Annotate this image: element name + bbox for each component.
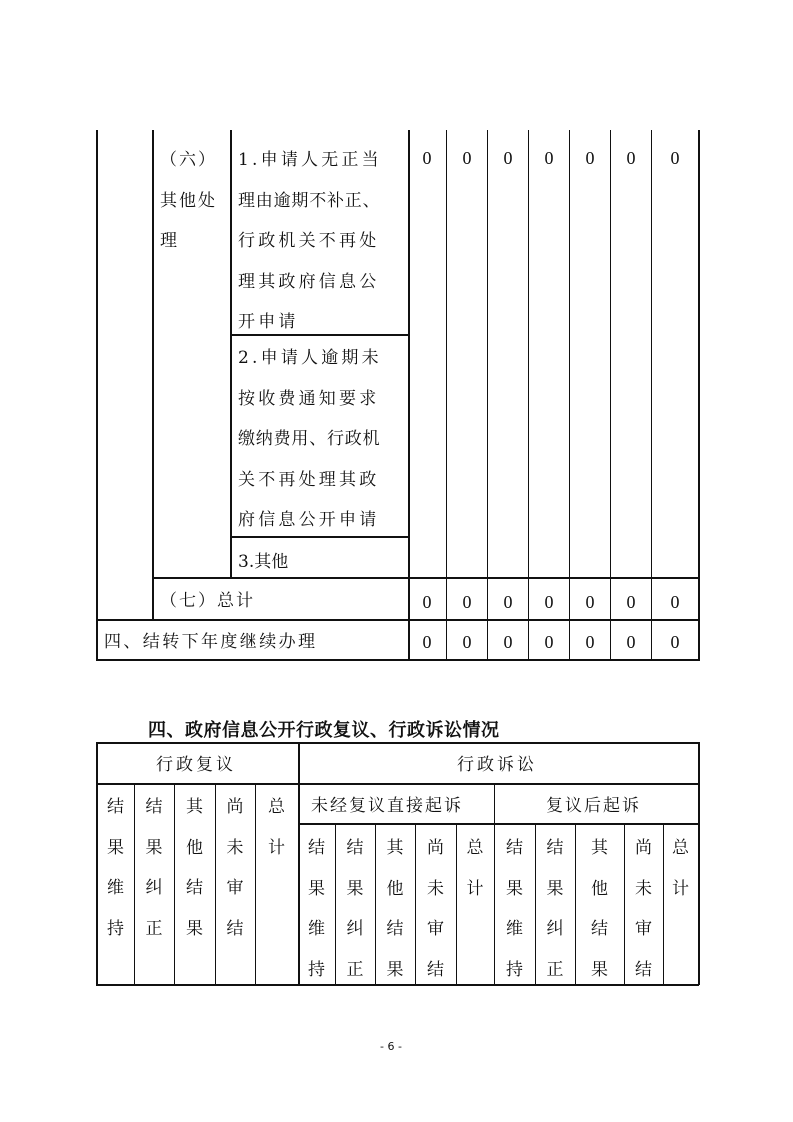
- carryover-value: 0: [670, 632, 680, 652]
- table-border: [698, 130, 700, 661]
- carryover-value: 0: [626, 632, 636, 652]
- value-cell: 0: [585, 148, 595, 168]
- litigation-header: 行政诉讼: [457, 755, 537, 775]
- value-cell: 0: [462, 148, 472, 168]
- item-line: 开申请: [238, 312, 299, 332]
- table-border: [96, 659, 699, 661]
- table-border: [230, 130, 232, 578]
- value-cell: 0: [626, 148, 636, 168]
- carryover-value: 0: [544, 632, 554, 652]
- review-col-pending: 尚未审结: [226, 797, 244, 939]
- value-cell: 0: [670, 148, 680, 168]
- table-border: [408, 130, 410, 661]
- direct-col-upheld: 结果维持: [308, 838, 325, 980]
- table-border: [96, 130, 98, 661]
- review-col-upheld: 结果维持: [107, 797, 124, 939]
- review-col-total: 总计: [268, 797, 285, 858]
- after-col-other: 其他结果: [591, 838, 608, 980]
- review-header: 行政复议: [156, 755, 236, 775]
- item-line: 理其政府信息公: [238, 271, 380, 292]
- table-border: [698, 742, 700, 985]
- total-value: 0: [585, 592, 595, 612]
- carryover-value: 0: [462, 632, 472, 652]
- item-line: 理由逾期不补正、: [238, 190, 381, 211]
- total-value: 0: [503, 592, 513, 612]
- total-value: 0: [422, 592, 432, 612]
- table-border: [96, 742, 699, 744]
- table-border: [152, 130, 154, 620]
- page-number: - 6 -: [380, 1040, 402, 1053]
- table-border: [528, 130, 529, 661]
- group-label-line: （六）: [160, 150, 217, 170]
- value-cell: 0: [544, 148, 554, 168]
- after-review-header: 复议后起诉: [546, 796, 641, 816]
- direct-suit-header: 未经复议直接起诉: [311, 796, 463, 816]
- item-2-label: [238, 338, 382, 541]
- direct-col-other: 其他结果: [386, 838, 404, 980]
- total-value: 0: [626, 592, 636, 612]
- total-value: 0: [544, 592, 554, 612]
- carryover-row-label: 四、结转下年度继续办理: [104, 632, 318, 652]
- after-col-total: 总计: [672, 838, 689, 899]
- value-cell: 0: [503, 148, 513, 168]
- item-line: 关不再处理其政: [238, 469, 380, 490]
- after-col-corrected: 结果纠正: [546, 838, 564, 980]
- table-border: [610, 130, 611, 661]
- total-value: 0: [462, 592, 472, 612]
- item-line: 缴纳费用、行政机: [238, 429, 381, 449]
- table-border: [152, 577, 699, 579]
- total-value: 0: [670, 592, 680, 612]
- value-cell: 0: [422, 148, 432, 168]
- table-border: [96, 783, 699, 785]
- total-row-label: （七）总计: [160, 591, 255, 611]
- item-line: 1.申请人无正当: [238, 150, 382, 170]
- section-heading: 四、政府信息公开行政复议、行政诉讼情况: [148, 720, 500, 741]
- item-1-label: [238, 140, 382, 343]
- table-border: [487, 130, 488, 661]
- direct-col-corrected: 结果纠正: [346, 838, 364, 980]
- direct-col-pending: 尚未审结: [427, 838, 444, 980]
- carryover-value: 0: [585, 632, 595, 652]
- after-col-upheld: 结果维持: [506, 838, 523, 980]
- table-border: [651, 130, 652, 661]
- carryover-value: 0: [503, 632, 513, 652]
- item-3-label: 3.其他: [238, 552, 289, 572]
- table-border: [96, 619, 699, 621]
- direct-col-total: 总计: [466, 838, 484, 899]
- item-line: 2.申请人逾期未: [238, 348, 382, 368]
- group-label-other-handling: [160, 140, 217, 262]
- after-col-pending: 尚未审结: [635, 838, 652, 980]
- table-border: [569, 130, 570, 661]
- table-border: [446, 130, 447, 661]
- item-line: 行政机关不再处: [238, 231, 380, 251]
- carryover-value: 0: [422, 632, 432, 652]
- item-line: 府信息公开申请: [238, 510, 380, 530]
- table-border: [298, 823, 699, 825]
- item-line: 按收费通知要求: [238, 388, 380, 409]
- group-label-line: 理: [160, 231, 179, 251]
- group-label-line: 其他处: [160, 190, 217, 211]
- review-col-other: 其他结果: [186, 797, 203, 939]
- review-col-corrected: 结果纠正: [145, 797, 163, 939]
